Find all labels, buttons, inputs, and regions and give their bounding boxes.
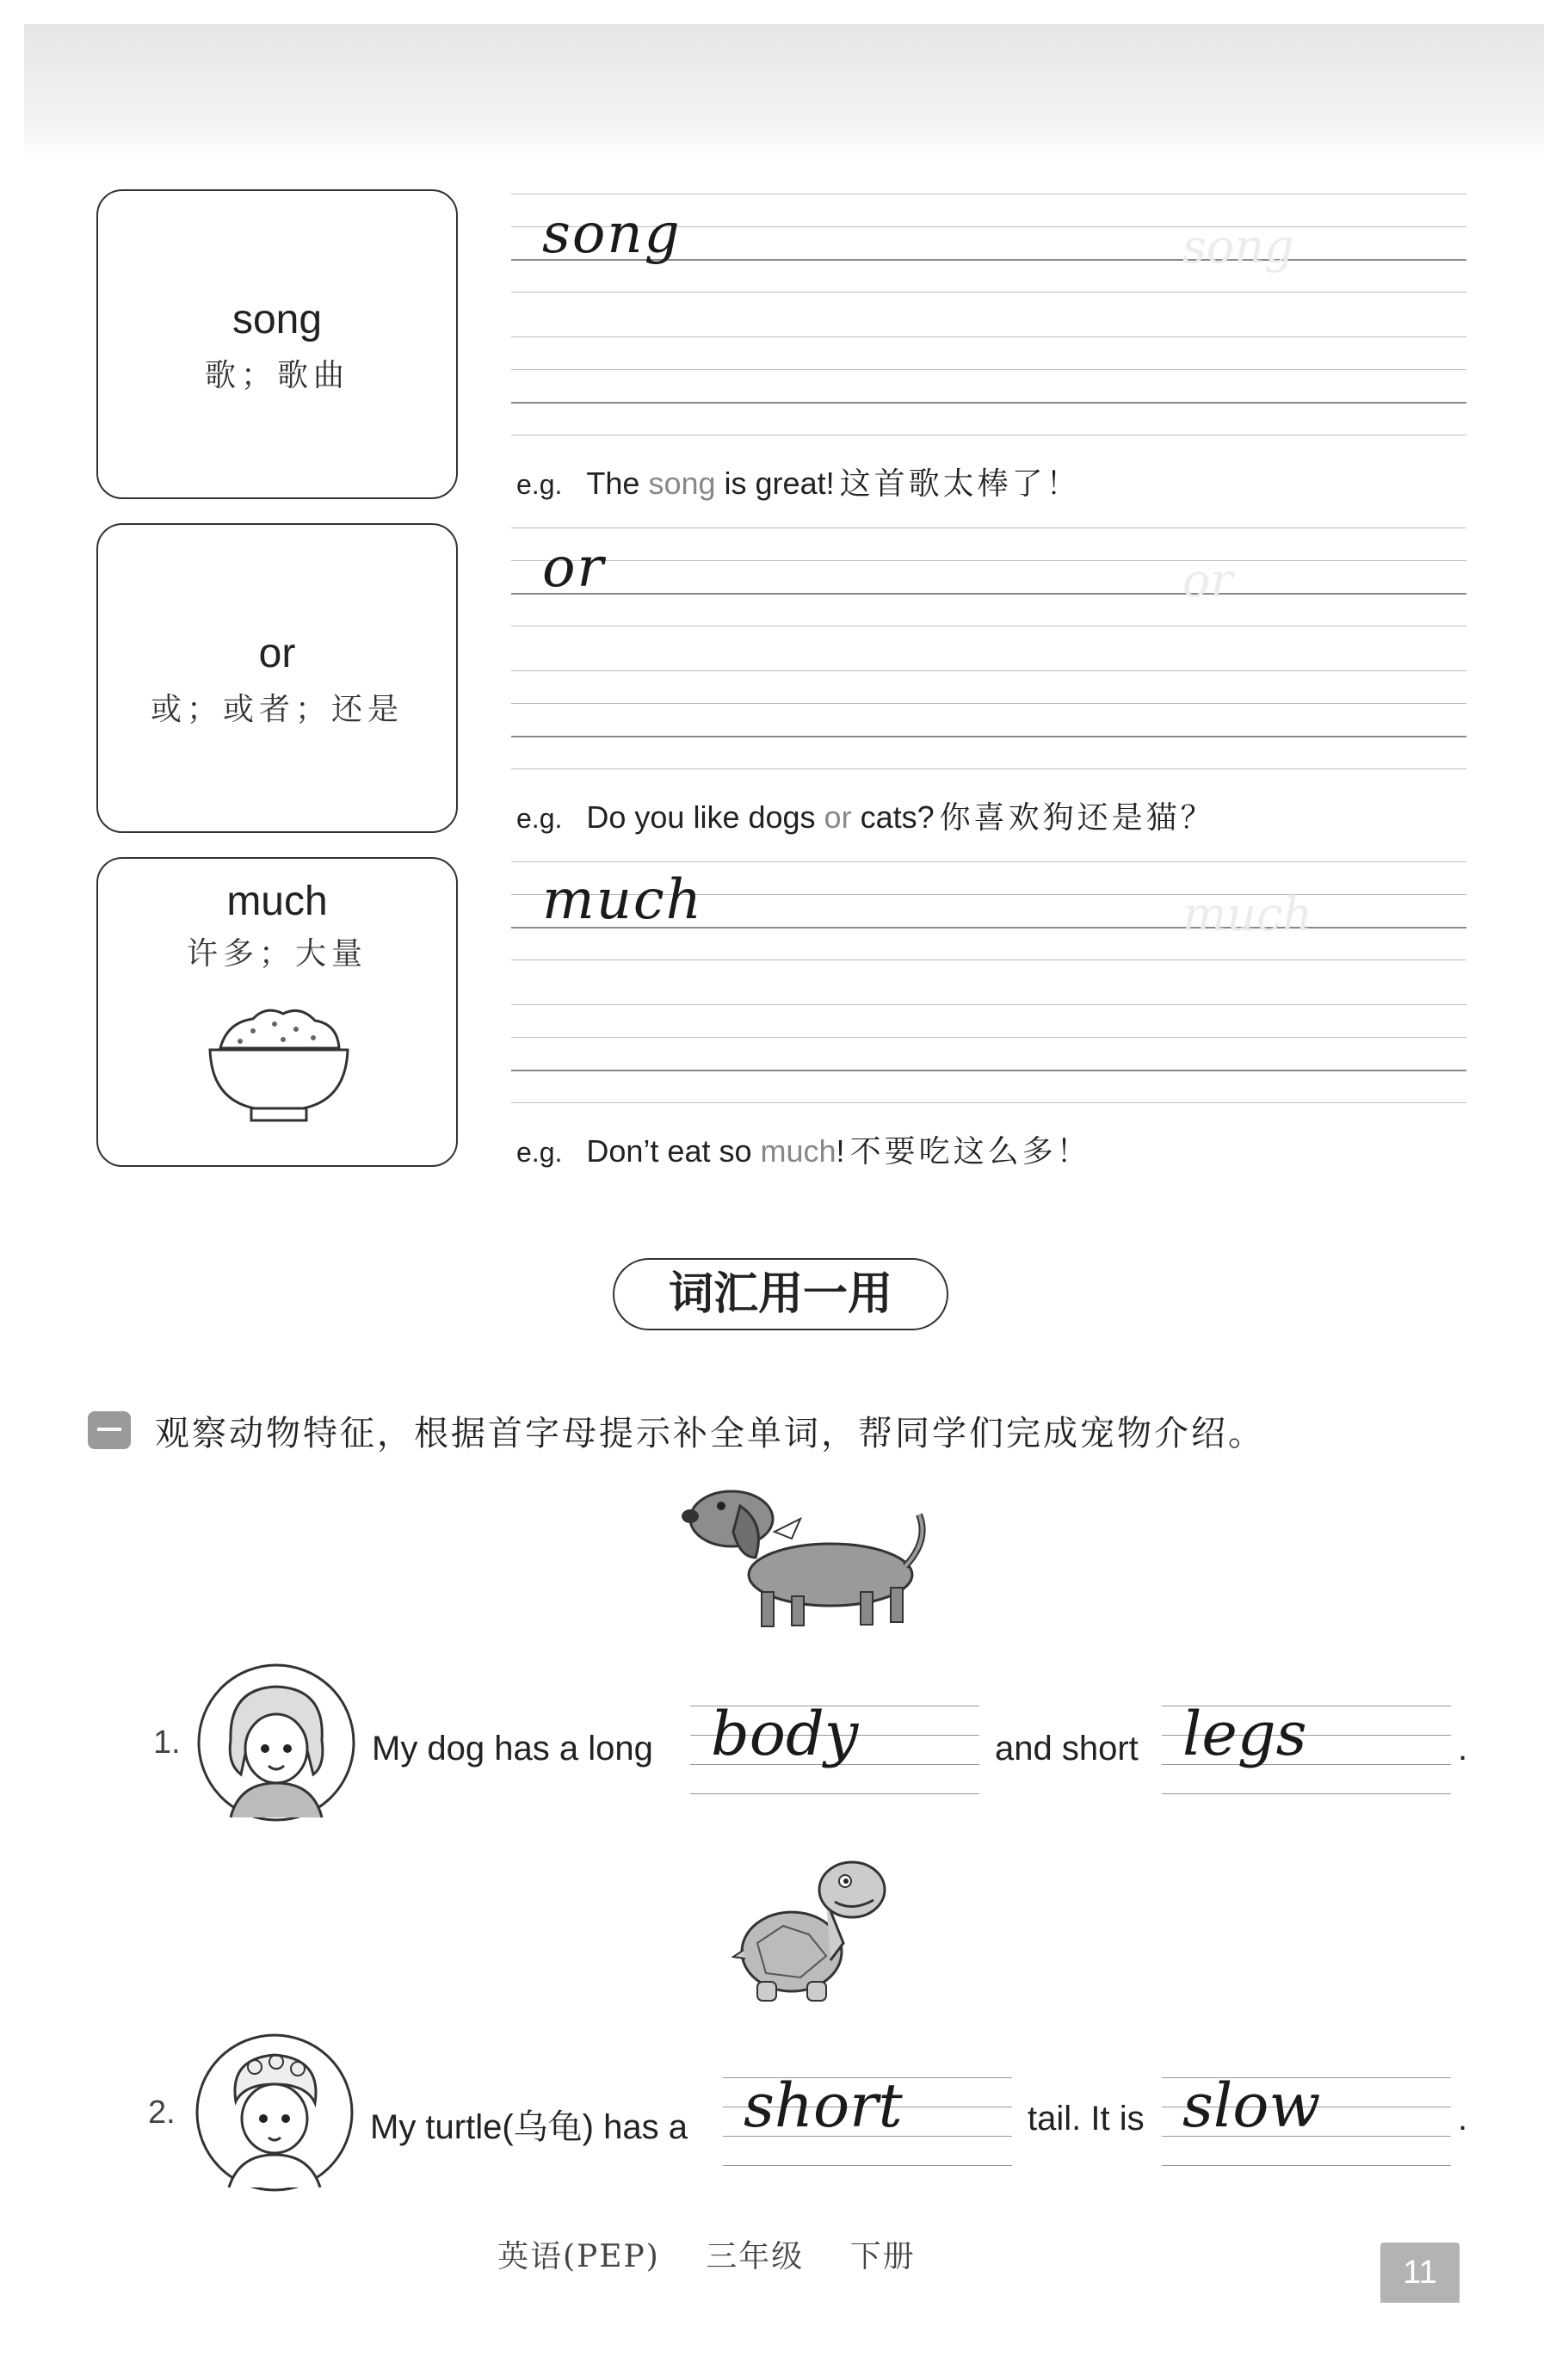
example-sentence-much: e.g. Don’t eat so much! 不要吃这么多！ (516, 1133, 1091, 1169)
turtle-illustration (732, 1848, 895, 2012)
keyword: much (760, 1133, 836, 1169)
question-text: and short (995, 1730, 1139, 1768)
eg-tag: e.g. (516, 469, 563, 500)
answer-blank-3[interactable] (723, 2070, 1012, 2172)
answer-blank-1[interactable] (690, 1699, 979, 1800)
eg-tag: e.g. (516, 803, 563, 834)
answer-text: short (744, 2070, 903, 2141)
example-sentence-song: e.g. The song is great! 这首歌太棒了！ (516, 466, 1081, 502)
card-word: or (258, 631, 296, 676)
card-word: song (231, 297, 323, 342)
card-word: much (226, 879, 328, 924)
question-number: 2. (148, 2095, 176, 2131)
answer-blank-4[interactable] (1162, 2070, 1451, 2172)
question-text: My turtle(乌龟) has a (370, 2108, 688, 2146)
boy-avatar (194, 2033, 355, 2193)
handwritten-word: or (542, 536, 606, 600)
footer-subject: 英语(PEP) (497, 2239, 660, 2274)
sentence-end: . (1458, 2100, 1468, 2138)
word-card-song (96, 189, 458, 499)
page-number: 11 (1380, 2243, 1460, 2303)
answer-blank-2[interactable] (1162, 1699, 1451, 1800)
sentence-end: . (1458, 1730, 1468, 1768)
tracing-word: or (1182, 553, 1233, 608)
dog-illustration (680, 1471, 938, 1644)
footer-grade: 三年级 (706, 2239, 805, 2274)
example-translation: 你喜欢狗还是猫？ (939, 800, 1215, 836)
question-number: 1. (153, 1724, 181, 1761)
question-text: My dog has a long (372, 1730, 653, 1768)
rice-bowl-icon (201, 996, 356, 1134)
section-title: 词汇用一用 (613, 1258, 948, 1330)
footer-volume: 下册 (849, 2239, 916, 2274)
question-text: tail. It is (1028, 2100, 1145, 2138)
card-meaning: 歌；歌曲 (204, 358, 349, 393)
word-card-much (96, 857, 458, 1167)
answer-text: slow (1182, 2070, 1321, 2141)
answer-text: legs (1182, 1699, 1307, 1769)
page-header-band (24, 24, 1544, 162)
example-translation: 这首歌太棒了！ (839, 466, 1081, 502)
girl-avatar (196, 1663, 356, 1823)
handwritten-word: song (542, 202, 682, 266)
example-sentence-or: e.g. Do you like dogs or cats? 你喜欢狗还是猫？ (516, 799, 1215, 836)
keyword: or (824, 799, 852, 835)
page-footer (497, 2232, 950, 2276)
tracing-word: much (1182, 887, 1313, 941)
card-meaning: 或；或者；还是 (150, 692, 404, 727)
handwritten-word: much (542, 868, 703, 932)
card-meaning: 许多；大量 (186, 936, 367, 972)
eg-tag: e.g. (516, 1137, 563, 1168)
word-card-or (96, 523, 458, 833)
tracing-word: song (1182, 219, 1294, 274)
answer-text: body (711, 1699, 859, 1769)
exercise-instruction: 观察动物特征，根据首字母提示补全单词，帮同学们完成宠物介绍。 (155, 1414, 1265, 1453)
keyword: song (648, 466, 716, 501)
exercise-marker-icon (88, 1411, 131, 1449)
example-translation: 不要吃这么多！ (849, 1134, 1091, 1169)
